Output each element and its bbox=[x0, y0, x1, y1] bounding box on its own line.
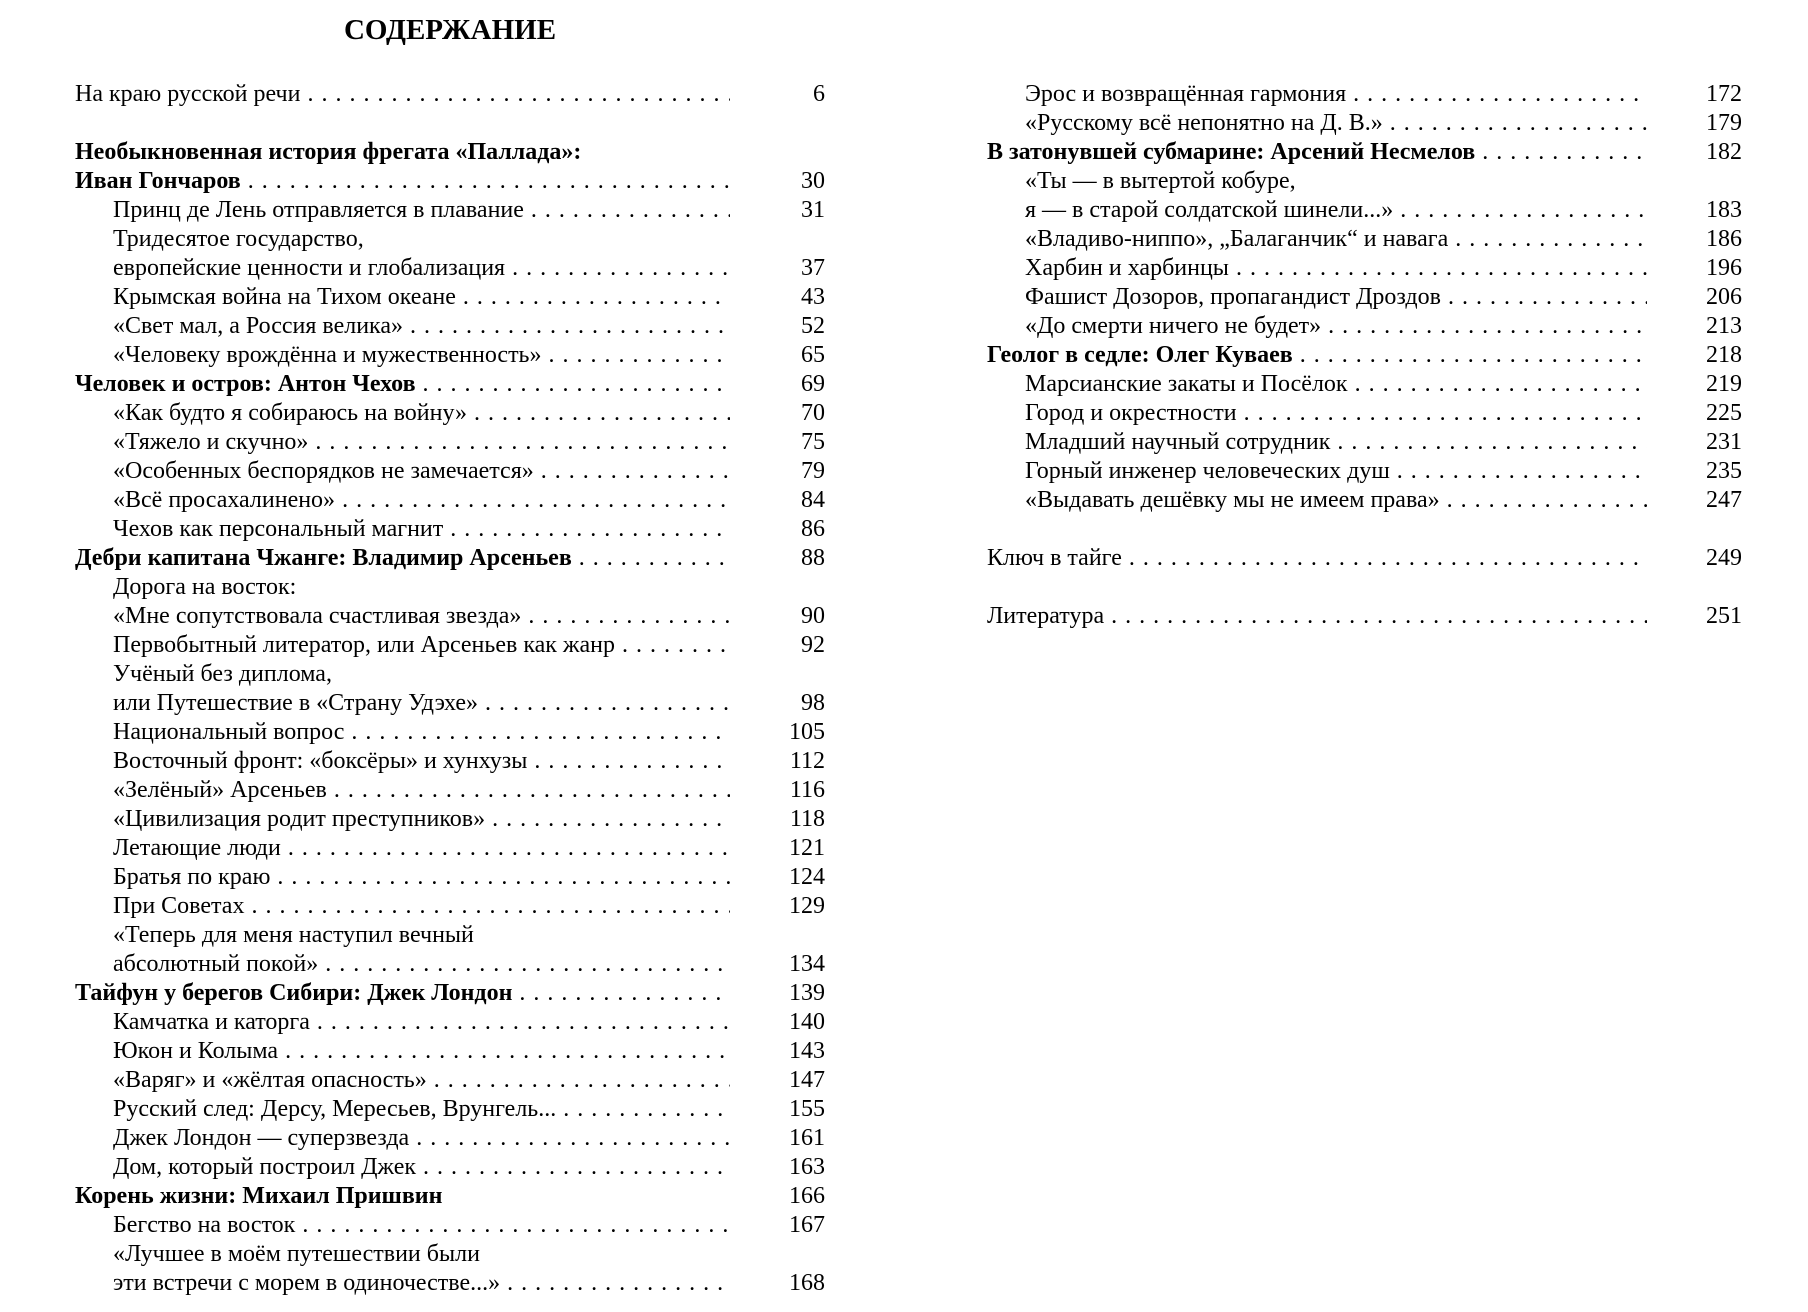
toc-entry-title: Эрос и возвращённая гармония . . . bbox=[1025, 80, 1647, 109]
toc-page-number: 121 bbox=[789, 835, 825, 861]
toc-section-entry[interactable] bbox=[987, 457, 1742, 486]
toc-entry[interactable] bbox=[987, 544, 1742, 573]
toc-entry-title: Братья по краю . . . bbox=[113, 863, 730, 892]
toc-entry-title: Джек Лондон — суперзвезда . . . bbox=[113, 1124, 730, 1153]
toc-page-number: 206 bbox=[1706, 284, 1742, 310]
toc-section-entry[interactable] bbox=[75, 1066, 825, 1095]
toc-entry-title: Человек и остров: Антон Чехов . . . bbox=[75, 370, 730, 399]
toc-section-entry[interactable] bbox=[987, 370, 1742, 399]
toc-page-number: 218 bbox=[1706, 342, 1742, 368]
toc-page-number: 86 bbox=[801, 516, 825, 542]
toc-page-number: 69 bbox=[801, 371, 825, 397]
toc-entry-title: «Зелёный» Арсеньев . . . bbox=[113, 776, 730, 805]
toc-page-number: 225 bbox=[1706, 400, 1742, 426]
toc-entry-title: «До смерти ничего не будет» . . . bbox=[1025, 312, 1647, 341]
toc-section-entry[interactable] bbox=[75, 921, 825, 979]
toc-page-number: 247 bbox=[1706, 487, 1742, 513]
toc-section-entry[interactable] bbox=[987, 312, 1742, 341]
toc-section-entry[interactable] bbox=[75, 1095, 825, 1124]
toc-entry-title: Камчатка и каторга . . . bbox=[113, 1008, 730, 1037]
toc-section-entry[interactable] bbox=[75, 1124, 825, 1153]
toc-page-number: 6 bbox=[813, 81, 825, 107]
toc-entry-title: Геолог в седле: Олег Куваев . . . bbox=[987, 341, 1647, 370]
toc-section-entry[interactable] bbox=[987, 283, 1742, 312]
toc-entry-title: «Владиво-ниппо», „Балаганчик“ и навага . . . bbox=[1025, 225, 1647, 254]
toc-section-entry[interactable] bbox=[987, 225, 1742, 254]
toc-page-number: 116 bbox=[789, 777, 825, 803]
toc-section-entry[interactable] bbox=[75, 863, 825, 892]
toc-entry-title: Летающие люди . . . bbox=[113, 834, 730, 863]
toc-page-number: 147 bbox=[789, 1067, 825, 1093]
toc-page-number: 65 bbox=[801, 342, 825, 368]
toc-section-entry[interactable] bbox=[75, 805, 825, 834]
toc-section-entry[interactable] bbox=[75, 892, 825, 921]
toc-section-entry[interactable] bbox=[75, 1240, 825, 1298]
toc-entry-title: Марсианские закаты и Посёлок . . . bbox=[1025, 370, 1647, 399]
toc-entry-title: Литература . . . bbox=[987, 602, 1647, 631]
toc-entry-title: Бегство на восток . . . bbox=[113, 1211, 730, 1240]
toc-entry-title: Корень жизни: Михаил Пришвин bbox=[75, 1183, 443, 1209]
toc-entry-title: «Ты — в вытертой кобуре, bbox=[1025, 168, 1296, 194]
toc-entry-title: Юкон и Колыма . . . bbox=[113, 1037, 730, 1066]
toc-entry-title: «Теперь для меня наступил вечный bbox=[113, 922, 474, 948]
toc-entry-title: На краю русской речи . . . bbox=[75, 80, 730, 109]
toc-page-number: 161 bbox=[789, 1125, 825, 1151]
toc-page-number: 139 bbox=[789, 980, 825, 1006]
toc-page-number: 37 bbox=[801, 255, 825, 281]
toc-section-entry[interactable] bbox=[75, 747, 825, 776]
toc-section-entry[interactable] bbox=[75, 1008, 825, 1037]
toc-entry-title: «Тяжело и скучно» . . . bbox=[113, 428, 730, 457]
toc-page-number: 88 bbox=[801, 545, 825, 571]
toc-section-entry[interactable] bbox=[75, 196, 825, 225]
toc-chapter-entry[interactable] bbox=[75, 544, 825, 573]
toc-section-entry[interactable] bbox=[75, 515, 825, 544]
toc-page-number: 183 bbox=[1706, 197, 1742, 223]
toc-section-entry[interactable] bbox=[987, 486, 1742, 515]
toc-entry-title: я — в старой солдатской шинели...» . . . bbox=[1025, 196, 1647, 225]
toc-entry-title: Младший научный сотрудник . . . bbox=[1025, 428, 1647, 457]
toc-page-number: 31 bbox=[801, 197, 825, 223]
toc-entry-title: Тридесятое государство, bbox=[113, 226, 364, 252]
toc-entry-title: «Варяг» и «жёлтая опасность» . . . bbox=[113, 1066, 730, 1095]
toc-entry-title: «Русскому всё непонятно на Д. В.» . . . bbox=[1025, 109, 1647, 138]
toc-entry-title: абсолютный покой» . . . bbox=[113, 950, 730, 979]
toc-entry-title: Дорога на восток: bbox=[113, 574, 297, 600]
toc-page-number: 52 bbox=[801, 313, 825, 339]
toc-entry-title: Первобытный литератор, или Арсеньев как жанр . . . bbox=[113, 631, 730, 660]
toc-section-entry[interactable] bbox=[75, 341, 825, 370]
toc-entry-title: «Свет мал, а Россия велика» . . . bbox=[113, 312, 730, 341]
toc-section-entry[interactable] bbox=[75, 631, 825, 660]
toc-section-entry[interactable] bbox=[75, 428, 825, 457]
toc-chapter-entry[interactable] bbox=[75, 138, 825, 196]
toc-entry-title: Горный инженер человеческих душ . . . bbox=[1025, 457, 1647, 486]
toc-entry-title: В затонувшей субмарине: Арсений Несмелов . . . bbox=[987, 138, 1647, 167]
toc-page-number: 167 bbox=[789, 1212, 825, 1238]
toc-entry-title: «Всё просахалинено» . . . bbox=[113, 486, 730, 515]
toc-page-number: 90 bbox=[801, 603, 825, 629]
toc-entry-title: Учёный без диплома, bbox=[113, 661, 332, 687]
toc-entry-title: Дом, который построил Джек . . . bbox=[113, 1153, 730, 1182]
toc-section-entry[interactable] bbox=[75, 457, 825, 486]
toc-page-number: 231 bbox=[1706, 429, 1742, 455]
toc-section-entry[interactable] bbox=[75, 776, 825, 805]
toc-page-number: 163 bbox=[789, 1154, 825, 1180]
toc-entry-title: европейские ценности и глобализация . . . bbox=[113, 254, 730, 283]
toc-entry[interactable] bbox=[75, 80, 825, 109]
toc-section-entry[interactable] bbox=[987, 80, 1742, 109]
toc-section-entry[interactable] bbox=[75, 1153, 825, 1182]
toc-section-entry[interactable] bbox=[75, 399, 825, 428]
toc-page-number: 166 bbox=[789, 1183, 825, 1209]
toc-page-number: 84 bbox=[801, 487, 825, 513]
toc-page-number: 172 bbox=[1706, 81, 1742, 107]
toc-page-number: 124 bbox=[789, 864, 825, 890]
toc-page-number: 155 bbox=[789, 1096, 825, 1122]
toc-chapter-entry[interactable] bbox=[75, 370, 825, 399]
toc-chapter-entry[interactable] bbox=[75, 979, 825, 1008]
toc-page-number: 179 bbox=[1706, 110, 1742, 136]
toc-entry-title: Тайфун у берегов Сибири: Джек Лондон . . . bbox=[75, 979, 730, 1008]
toc-section-entry[interactable] bbox=[75, 1037, 825, 1066]
toc-entry-title: Крымская война на Тихом океане . . . bbox=[113, 283, 730, 312]
toc-chapter-entry[interactable] bbox=[987, 138, 1742, 167]
toc-section-entry[interactable] bbox=[987, 167, 1742, 225]
toc-entry-title: эти встречи с морем в одиночестве...» . . . bbox=[113, 1269, 730, 1298]
toc-entry-title: При Советах . . . bbox=[113, 892, 730, 921]
toc-page-number: 235 bbox=[1706, 458, 1742, 484]
toc-section-entry[interactable] bbox=[75, 718, 825, 747]
toc-page-number: 92 bbox=[801, 632, 825, 658]
toc-entry-title: «Как будто я собираюсь на войну» . . . bbox=[113, 399, 730, 428]
toc-page-number: 196 bbox=[1706, 255, 1742, 281]
toc-entry-title: Принц де Лень отправляется в плавание . . . bbox=[113, 196, 730, 225]
toc-page-number: 143 bbox=[789, 1038, 825, 1064]
toc-section-entry[interactable] bbox=[987, 254, 1742, 283]
toc-page-number: 118 bbox=[789, 806, 825, 832]
toc-entry-title: «Мне сопутствовала счастливая звезда» . . . bbox=[113, 602, 730, 631]
toc-entry-title: «Выдавать дешёвку мы не имеем права» . . . bbox=[1025, 486, 1647, 515]
toc-page-number: 134 bbox=[789, 951, 825, 977]
toc-page-number: 186 bbox=[1706, 226, 1742, 252]
toc-section-entry[interactable] bbox=[75, 312, 825, 341]
toc-entry-title: Русский след: Дерсу, Мересьев, Врунгель... . . . bbox=[113, 1095, 730, 1124]
toc-page-number: 70 bbox=[801, 400, 825, 426]
toc-entry-title: Фашист Дозоров, пропагандист Дроздов . . . bbox=[1025, 283, 1647, 312]
toc-entry-title: Город и окрестности . . . bbox=[1025, 399, 1647, 428]
toc-left-column bbox=[75, 80, 825, 1298]
page-title: СОДЕРЖАНИЕ bbox=[343, 14, 557, 46]
toc-entry-title: Иван Гончаров . . . bbox=[75, 167, 730, 196]
toc-page-number: 182 bbox=[1706, 139, 1742, 165]
toc-section-entry[interactable] bbox=[75, 834, 825, 863]
toc-page-number: 112 bbox=[789, 748, 825, 774]
toc-entry[interactable] bbox=[987, 602, 1742, 631]
toc-section-entry[interactable] bbox=[75, 573, 825, 631]
toc-page-number: 129 bbox=[789, 893, 825, 919]
toc-chapter-entry[interactable] bbox=[75, 1182, 825, 1211]
toc-page-number: 168 bbox=[789, 1270, 825, 1296]
toc-section-entry[interactable] bbox=[75, 1211, 825, 1240]
toc-entry-title: Дебри капитана Чжанге: Владимир Арсеньев . . . bbox=[75, 544, 730, 573]
toc-page-number: 249 bbox=[1706, 545, 1742, 571]
toc-entry-title: или Путешествие в «Страну Удэхе» . . . bbox=[113, 689, 730, 718]
toc-page-number: 79 bbox=[801, 458, 825, 484]
toc-entry-title: Национальный вопрос . . . bbox=[113, 718, 730, 747]
toc-section-entry[interactable] bbox=[75, 660, 825, 718]
toc-entry-title: Чехов как персональный магнит . . . bbox=[113, 515, 730, 544]
toc-page-number: 213 bbox=[1706, 313, 1742, 339]
toc-section-entry[interactable] bbox=[987, 109, 1742, 138]
toc-page-number: 251 bbox=[1706, 603, 1742, 629]
toc-entry-title: Ключ в тайге . . . bbox=[987, 544, 1647, 573]
toc-entry-title: «Особенных беспорядков не замечается» . . . bbox=[113, 457, 730, 486]
toc-page-number: 75 bbox=[801, 429, 825, 455]
toc-section-entry[interactable] bbox=[75, 283, 825, 312]
toc-entry-title: «Человеку врождённа и мужественность» . . . bbox=[113, 341, 730, 370]
toc-page-number: 30 bbox=[801, 168, 825, 194]
toc-page-number: 105 bbox=[789, 719, 825, 745]
toc-section-entry[interactable] bbox=[75, 486, 825, 515]
toc-entry-title: Необыкновенная история фрегата «Паллада»: bbox=[75, 139, 582, 165]
toc-page-number: 98 bbox=[801, 690, 825, 716]
toc-page-number: 140 bbox=[789, 1009, 825, 1035]
toc-entry-title: «Цивилизация родит преступников» . . . bbox=[113, 805, 730, 834]
toc-page-number: 43 bbox=[801, 284, 825, 310]
toc-entry-title: «Лучшее в моём путешествии были bbox=[113, 1241, 480, 1267]
toc-chapter-entry[interactable] bbox=[987, 341, 1742, 370]
toc-section-entry[interactable] bbox=[987, 399, 1742, 428]
toc-right-column bbox=[987, 80, 1742, 631]
toc-entry-title: Восточный фронт: «боксёры» и хунхузы . . . bbox=[113, 747, 730, 776]
toc-section-entry[interactable] bbox=[75, 225, 825, 283]
toc-page-number: 219 bbox=[1706, 371, 1742, 397]
toc-section-entry[interactable] bbox=[987, 428, 1742, 457]
toc-entry-title: Харбин и харбинцы . . . bbox=[1025, 254, 1647, 283]
